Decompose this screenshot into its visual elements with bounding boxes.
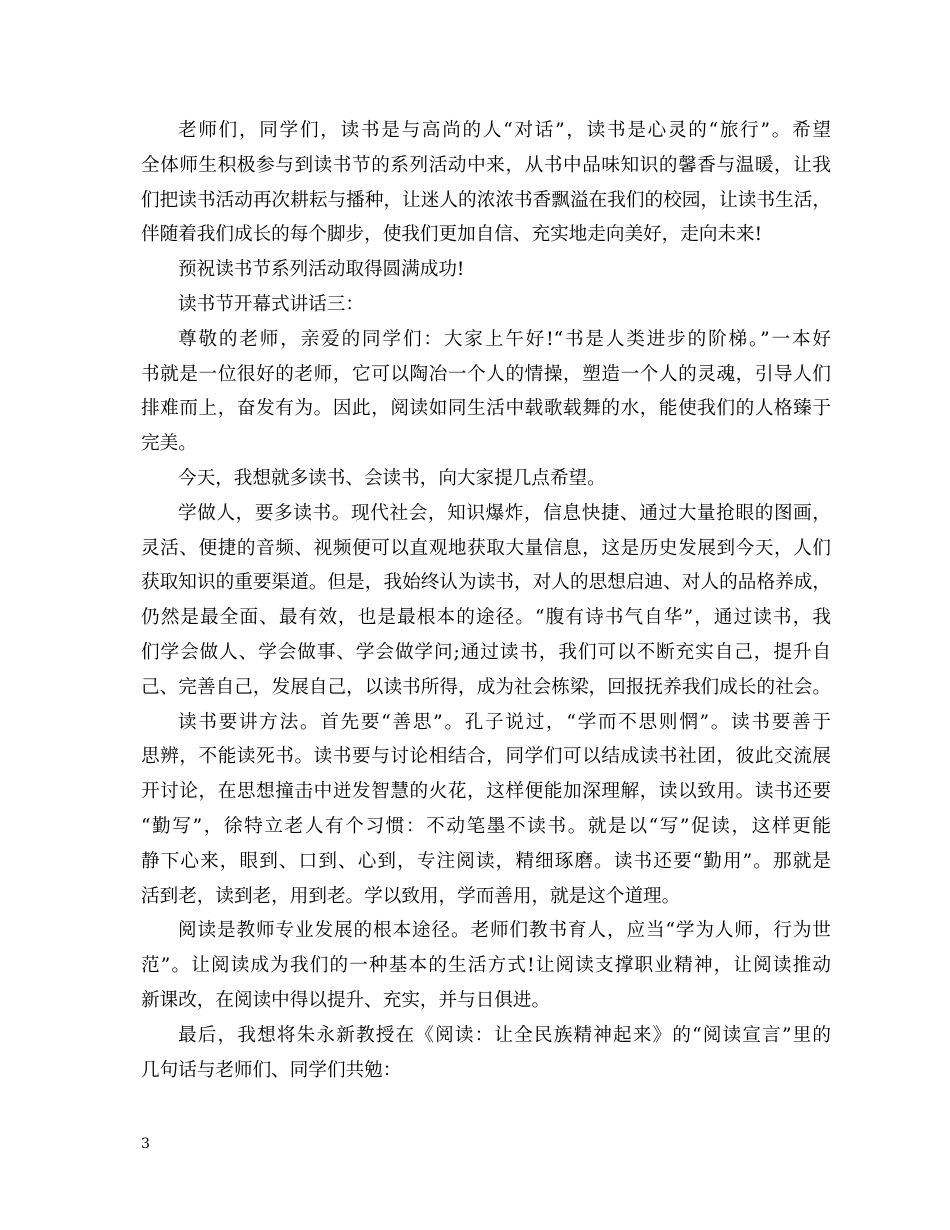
text-line: 获取知识的重要渠道。但是，我始终认为读书，对人的思想启迪、对人的品格养成， — [141, 572, 831, 594]
text-line: 伴随着我们成长的每个脚步，使我们更加自信、充实地走向美好，走向未来! — [141, 224, 763, 246]
text-line: 排难而上，奋发有为。因此，阅读如同生活中载歌载舞的水，能使我们的人格臻于 — [141, 398, 831, 420]
text-line: 仍然是最全面、最有效，也是最根本的途径。“腹有诗书气自华”，通过读书，我 — [141, 607, 831, 629]
text-line: 静下心来，眼到、口到、心到，专注阅读，精细琢磨。读书还要“勤用”。那就是 — [141, 850, 831, 872]
text-line: 己、完善自己，发展自己，以读书所得，成为社会栋梁，回报抚养我们成长的社会。 — [141, 676, 831, 698]
text-line: 读书要讲方法。首先要“善思”。孔子说过，“学而不思则惘”。读书要善于 — [178, 711, 831, 733]
text-line: 范”。让阅读成为我们的一种基本的生活方式!让阅读支撑职业精神，让阅读推动 — [141, 955, 831, 977]
page-number: 3 — [141, 1136, 150, 1152]
text-line: 几句话与老师们、同学们共勉： — [141, 1059, 402, 1081]
text-line: 尊敬的老师，亲爱的同学们：大家上午好!“书是人类进步的阶梯。”一本好 — [178, 328, 831, 350]
text-line: 灵活、便捷的音频、视频便可以直观地获取大量信息，这是历史发展到今天，人们 — [141, 537, 831, 559]
text-line: 完美。 — [141, 433, 197, 455]
text-line: 读书节开幕式讲话三： — [178, 293, 364, 315]
text-line: 活到老，读到老，用到老。学以致用，学而善用，就是这个道理。 — [141, 885, 681, 907]
text-line: 新课改，在阅读中得以提升、充实，并与日俱进。 — [141, 989, 551, 1011]
text-line: 全体师生积极参与到读书节的系列活动中来，从书中品味知识的馨香与温暖，让我 — [141, 154, 831, 176]
text-line: 阅读是教师专业发展的根本途径。老师们教书育人，应当“学为人师，行为世 — [178, 920, 831, 942]
text-line: 最后，我想将朱永新教授在《阅读：让全民族精神起来》的“阅读宣言”里的 — [178, 1024, 831, 1046]
text-line: “勤写”，徐特立老人有个习惯：不动笔墨不读书。就是以“写”促读，这样更能 — [141, 815, 831, 837]
text-line: 预祝读书节系列活动取得圆满成功! — [178, 259, 465, 281]
text-line: 开讨论，在思想撞击中迸发智慧的火花，这样便能加深理解，读以致用。读书还要 — [141, 781, 831, 803]
text-line: 书就是一位很好的老师，它可以陶冶一个人的情操，塑造一个人的灵魂，引导人们 — [141, 363, 831, 385]
text-line: 老师们，同学们，读书是与高尚的人“对话”，读书是心灵的“旅行”。希望 — [178, 120, 831, 141]
text-line: 们学会做人、学会做事、学会做学问;通过读书，我们可以不断充实自己，提升自 — [141, 641, 831, 663]
text-line: 学做人，要多读书。现代社会，知识爆炸，信息快捷、通过大量抢眼的图画， — [178, 502, 831, 524]
document-body — [141, 114, 831, 1088]
text-line: 今天，我想就多读书、会读书，向大家提几点希望。 — [178, 467, 606, 489]
text-line: 思辨，不能读死书。读书要与讨论相结合，同学们可以结成读书社团，彼此交流展 — [141, 746, 831, 768]
text-line: 们把读书活动再次耕耘与播种，让迷人的浓浓书香飘溢在我们的校园，让读书生活， — [141, 189, 831, 211]
